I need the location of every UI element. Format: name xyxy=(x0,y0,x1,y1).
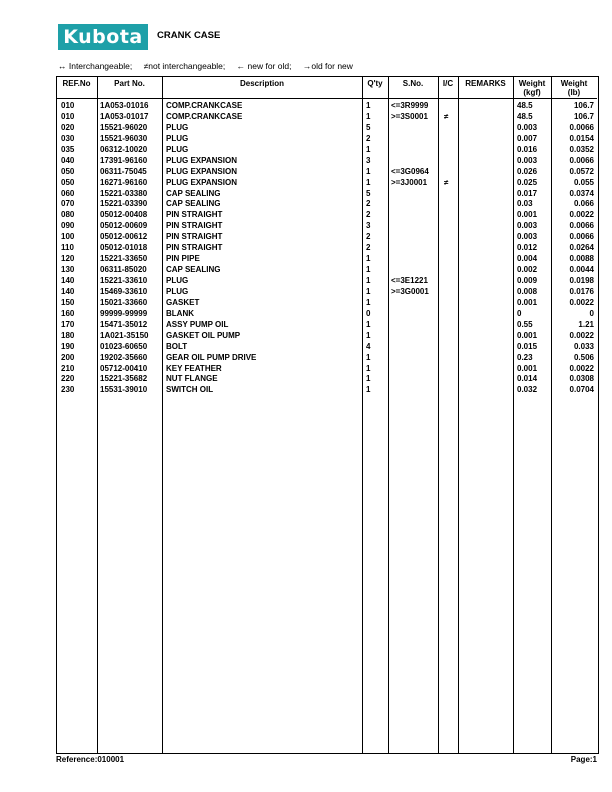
cell-qty: 1 xyxy=(366,363,371,373)
cell-ref: 035 xyxy=(61,144,75,154)
cell-lb: 0.055 xyxy=(573,177,594,187)
cell-ref: 160 xyxy=(61,308,75,318)
cell-part: 05012-00609 xyxy=(100,221,148,231)
cell-kgf: 0.003 xyxy=(517,155,538,165)
col-header-ref: REF.No xyxy=(62,79,91,88)
cell-desc: PLUG xyxy=(166,286,189,296)
cell-lb: 106.7 xyxy=(573,101,594,110)
cell-ref: 110 xyxy=(61,243,74,253)
col-header-weight-kgf: Weight (kgf) xyxy=(518,79,546,97)
col-header-sno: S.No. xyxy=(402,79,424,88)
cell-qty: 2 xyxy=(366,210,371,220)
cell-part: 16271-96160 xyxy=(100,177,148,187)
cell-ref: 020 xyxy=(61,122,75,132)
cell-ref: 170 xyxy=(61,319,75,329)
cell-desc: PLUG xyxy=(166,276,189,285)
cell-sno: <=3E1221 xyxy=(391,276,428,285)
cell-lb: 0.0704 xyxy=(569,385,594,395)
cell-qty: 1 xyxy=(366,276,371,285)
cell-lb: 0.0176 xyxy=(569,286,594,296)
cell-lb: 1.21 xyxy=(578,319,594,329)
cell-ref: 070 xyxy=(61,199,75,209)
cell-desc: COMP.CRANKCASE xyxy=(166,101,243,110)
cell-lb: 0.0022 xyxy=(569,363,594,373)
cell-ref: 140 xyxy=(61,276,75,285)
cell-desc: GASKET xyxy=(166,297,200,307)
cell-qty: 1 xyxy=(366,385,371,395)
cell-qty: 4 xyxy=(366,341,371,351)
cell-ref: 210 xyxy=(61,363,75,373)
cell-qty: 0 xyxy=(366,308,371,318)
legend-interchangeable: ↔ Interchangeable; xyxy=(58,61,133,71)
cell-sno: >=3J0001 xyxy=(391,177,428,187)
cell-desc: NUT FLANGE xyxy=(166,374,218,384)
cell-qty: 2 xyxy=(366,243,371,253)
cell-part: 99999-99999 xyxy=(100,308,148,318)
cell-ref: 140 xyxy=(61,286,75,296)
cell-desc: GASKET OIL PUMP xyxy=(166,330,241,340)
cell-kgf: 0.009 xyxy=(517,276,538,285)
cell-part: 15021-33660 xyxy=(100,297,148,307)
cell-ref: 130 xyxy=(61,265,75,275)
cell-part: 1A053-01016 xyxy=(100,101,149,110)
cell-qty: 1 xyxy=(366,177,371,187)
cell-sno: <=3R9999 xyxy=(391,101,429,110)
col-header-ic: I/C xyxy=(442,79,454,88)
cell-qty: 1 xyxy=(366,330,371,340)
cell-ref: 150 xyxy=(61,297,75,307)
cell-ref: 040 xyxy=(61,155,75,165)
cell-part: 1A053-01017 xyxy=(100,111,149,121)
cell-kgf: 48.5 xyxy=(517,111,533,121)
cell-qty: 1 xyxy=(366,254,371,264)
cell-kgf: 0.003 xyxy=(517,232,538,242)
cell-desc: PIN STRAIGHT xyxy=(166,210,223,220)
column-divider xyxy=(388,76,389,753)
cell-kgf: 0.016 xyxy=(517,144,538,154)
cell-sno: >=3S0001 xyxy=(391,111,428,121)
cell-qty: 1 xyxy=(366,286,371,296)
cell-lb: 0.0088 xyxy=(569,254,594,264)
cell-qty: 1 xyxy=(366,352,371,362)
cell-lb: 0.0044 xyxy=(569,265,594,275)
cell-ref: 120 xyxy=(61,254,75,264)
cell-ref: 220 xyxy=(61,374,75,384)
cell-part: 15469-33610 xyxy=(100,286,148,296)
cell-kgf: 0.001 xyxy=(517,330,538,340)
page-title: CRANK CASE xyxy=(157,30,221,41)
cell-ref: 180 xyxy=(61,330,75,340)
cell-qty: 5 xyxy=(366,188,371,198)
cell-ref: 060 xyxy=(61,188,75,198)
cell-part: 15221-35682 xyxy=(100,374,148,384)
cell-desc: PIN STRAIGHT xyxy=(166,221,223,231)
cell-qty: 1 xyxy=(366,297,371,307)
cell-kgf: 0.008 xyxy=(517,286,538,296)
page-number: Page:1 xyxy=(570,755,597,764)
cell-kgf: 0.017 xyxy=(517,188,538,198)
cell-lb: 0.0352 xyxy=(569,144,594,154)
cell-ref: 010 xyxy=(61,101,75,110)
cell-lb: 0.0264 xyxy=(569,243,594,253)
cell-kgf: 48.5 xyxy=(517,101,533,110)
cell-lb: 106.7 xyxy=(573,111,594,121)
cell-part: 01023-60650 xyxy=(100,341,148,351)
cell-sno: <=3G0964 xyxy=(391,166,429,176)
kubota-logo: Kubota xyxy=(58,24,148,50)
cell-lb: 0.0066 xyxy=(569,232,594,242)
cell-kgf: 0.012 xyxy=(517,243,538,253)
cell-qty: 1 xyxy=(366,265,371,275)
cell-qty: 1 xyxy=(366,374,371,384)
cell-lb: 0 xyxy=(589,308,594,318)
column-divider xyxy=(438,76,439,753)
cell-qty: 5 xyxy=(366,122,371,132)
cell-ref: 080 xyxy=(61,210,75,220)
cell-part: 15221-03390 xyxy=(100,199,148,209)
cell-kgf: 0.002 xyxy=(517,265,538,275)
cell-kgf: 0 xyxy=(517,308,522,318)
cell-lb: 0.0022 xyxy=(569,210,594,220)
cell-lb: 0.0198 xyxy=(569,276,594,285)
cell-ref: 100 xyxy=(61,232,75,242)
cell-part: 15221-33610 xyxy=(100,276,148,285)
cell-part: 15521-96020 xyxy=(100,122,148,132)
cell-kgf: 0.026 xyxy=(517,166,538,176)
cell-kgf: 0.003 xyxy=(517,221,538,231)
cell-sno: >=3G0001 xyxy=(391,286,429,296)
cell-ref: 050 xyxy=(61,166,75,176)
cell-part: 06311-85020 xyxy=(100,265,147,275)
cell-kgf: 0.55 xyxy=(517,319,533,329)
column-divider xyxy=(162,76,163,753)
cell-desc: KEY FEATHER xyxy=(166,363,222,373)
cell-desc: PLUG EXPANSION xyxy=(166,155,237,165)
col-header-remarks: REMARKS xyxy=(465,79,506,88)
cell-part: 05012-00408 xyxy=(100,210,148,220)
cell-part: 06311-75045 xyxy=(100,166,147,176)
col-header-desc: Description xyxy=(239,79,284,88)
col-header-weight-lb: Weight (lb) xyxy=(560,79,588,97)
cell-qty: 1 xyxy=(366,101,371,110)
cell-lb: 0.066 xyxy=(573,199,594,209)
cell-part: 15221-33650 xyxy=(100,254,148,264)
cell-qty: 2 xyxy=(366,133,371,143)
cell-qty: 2 xyxy=(366,232,371,242)
cell-part: 15471-35012 xyxy=(100,319,148,329)
cell-ref: 190 xyxy=(61,341,75,351)
cell-ic: ≠ xyxy=(444,111,449,121)
cell-kgf: 0.03 xyxy=(517,199,533,209)
cell-kgf: 0.001 xyxy=(517,363,538,373)
cell-desc: PLUG EXPANSION xyxy=(166,166,237,176)
cell-lb: 0.033 xyxy=(573,341,594,351)
cell-kgf: 0.003 xyxy=(517,122,538,132)
cell-kgf: 0.007 xyxy=(517,133,538,143)
cell-ref: 090 xyxy=(61,221,75,231)
cell-desc: PIN STRAIGHT xyxy=(166,243,223,253)
cell-desc: PLUG xyxy=(166,144,189,154)
cell-lb: 0.0066 xyxy=(569,155,594,165)
cell-desc: PIN STRAIGHT xyxy=(166,232,223,242)
cell-lb: 0.0066 xyxy=(569,221,594,231)
cell-lb: 0.0308 xyxy=(569,374,594,384)
cell-lb: 0.0572 xyxy=(569,166,594,176)
col-header-part: Part No. xyxy=(114,79,145,88)
cell-desc: PLUG EXPANSION xyxy=(166,177,237,187)
cell-desc: BOLT xyxy=(166,341,188,351)
cell-kgf: 0.014 xyxy=(517,374,538,384)
col-header-qty: Q'ty xyxy=(367,79,383,88)
cell-qty: 2 xyxy=(366,199,371,209)
cell-desc: PLUG xyxy=(166,133,189,143)
legend-not-interchangeable: ≠not interchangeable; xyxy=(143,61,226,71)
cell-lb: 0.506 xyxy=(573,352,594,362)
cell-qty: 1 xyxy=(366,166,371,176)
column-divider xyxy=(458,76,459,753)
cell-kgf: 0.032 xyxy=(517,385,538,395)
cell-part: 15531-39010 xyxy=(100,385,148,395)
cell-part: 15221-03380 xyxy=(100,188,148,198)
cell-part: 15521-96030 xyxy=(100,133,148,143)
cell-part: 19202-35660 xyxy=(100,352,148,362)
header-divider xyxy=(56,98,597,99)
cell-desc: ASSY PUMP OIL xyxy=(166,319,229,329)
cell-ref: 030 xyxy=(61,133,75,143)
cell-part: 05712-00410 xyxy=(100,363,148,373)
cell-part: 05012-00612 xyxy=(100,232,148,242)
cell-qty: 3 xyxy=(366,155,371,165)
cell-part: 05012-01018 xyxy=(100,243,148,253)
column-divider xyxy=(97,76,98,753)
column-divider xyxy=(513,76,514,753)
cell-kgf: 0.001 xyxy=(517,210,538,220)
cell-lb: 0.0066 xyxy=(569,122,594,132)
cell-desc: CAP SEALING xyxy=(166,188,221,198)
cell-ic: ≠ xyxy=(444,177,449,187)
cell-desc: CAP SEALING xyxy=(166,265,221,275)
cell-desc: PLUG xyxy=(166,122,189,132)
cell-desc: CAP SEALING xyxy=(166,199,221,209)
cell-kgf: 0.025 xyxy=(517,177,538,187)
cell-part: 1A021-35150 xyxy=(100,330,149,340)
column-divider xyxy=(551,76,552,753)
cell-ref: 010 xyxy=(61,111,75,121)
cell-desc: GEAR OIL PUMP DRIVE xyxy=(166,352,257,362)
cell-qty: 1 xyxy=(366,144,371,154)
cell-ref: 230 xyxy=(61,385,75,395)
cell-lb: 0.0022 xyxy=(569,330,594,340)
column-divider xyxy=(362,76,363,753)
legend-old-for-new: →old for new xyxy=(302,61,353,71)
legend xyxy=(58,61,362,71)
cell-qty: 1 xyxy=(366,319,371,329)
legend-new-for-old: ← new for old; xyxy=(236,61,292,71)
cell-ref: 050 xyxy=(61,177,75,187)
cell-kgf: 0.001 xyxy=(517,297,538,307)
cell-qty: 1 xyxy=(366,111,371,121)
cell-desc: COMP.CRANKCASE xyxy=(166,111,243,121)
cell-kgf: 0.004 xyxy=(517,254,538,264)
cell-lb: 0.0154 xyxy=(569,133,594,143)
cell-part: 06312-10020 xyxy=(100,144,148,154)
cell-lb: 0.0374 xyxy=(569,188,594,198)
cell-ref: 200 xyxy=(61,352,75,362)
cell-part: 17391-96160 xyxy=(100,155,148,165)
cell-kgf: 0.015 xyxy=(517,341,538,351)
cell-qty: 3 xyxy=(366,221,371,231)
cell-desc: BLANK xyxy=(166,308,194,318)
cell-desc: PIN PIPE xyxy=(166,254,200,264)
reference-label: Reference:010001 xyxy=(56,755,125,764)
cell-kgf: 0.23 xyxy=(517,352,533,362)
cell-lb: 0.0022 xyxy=(569,297,594,307)
cell-desc: SWITCH OIL xyxy=(166,385,214,395)
